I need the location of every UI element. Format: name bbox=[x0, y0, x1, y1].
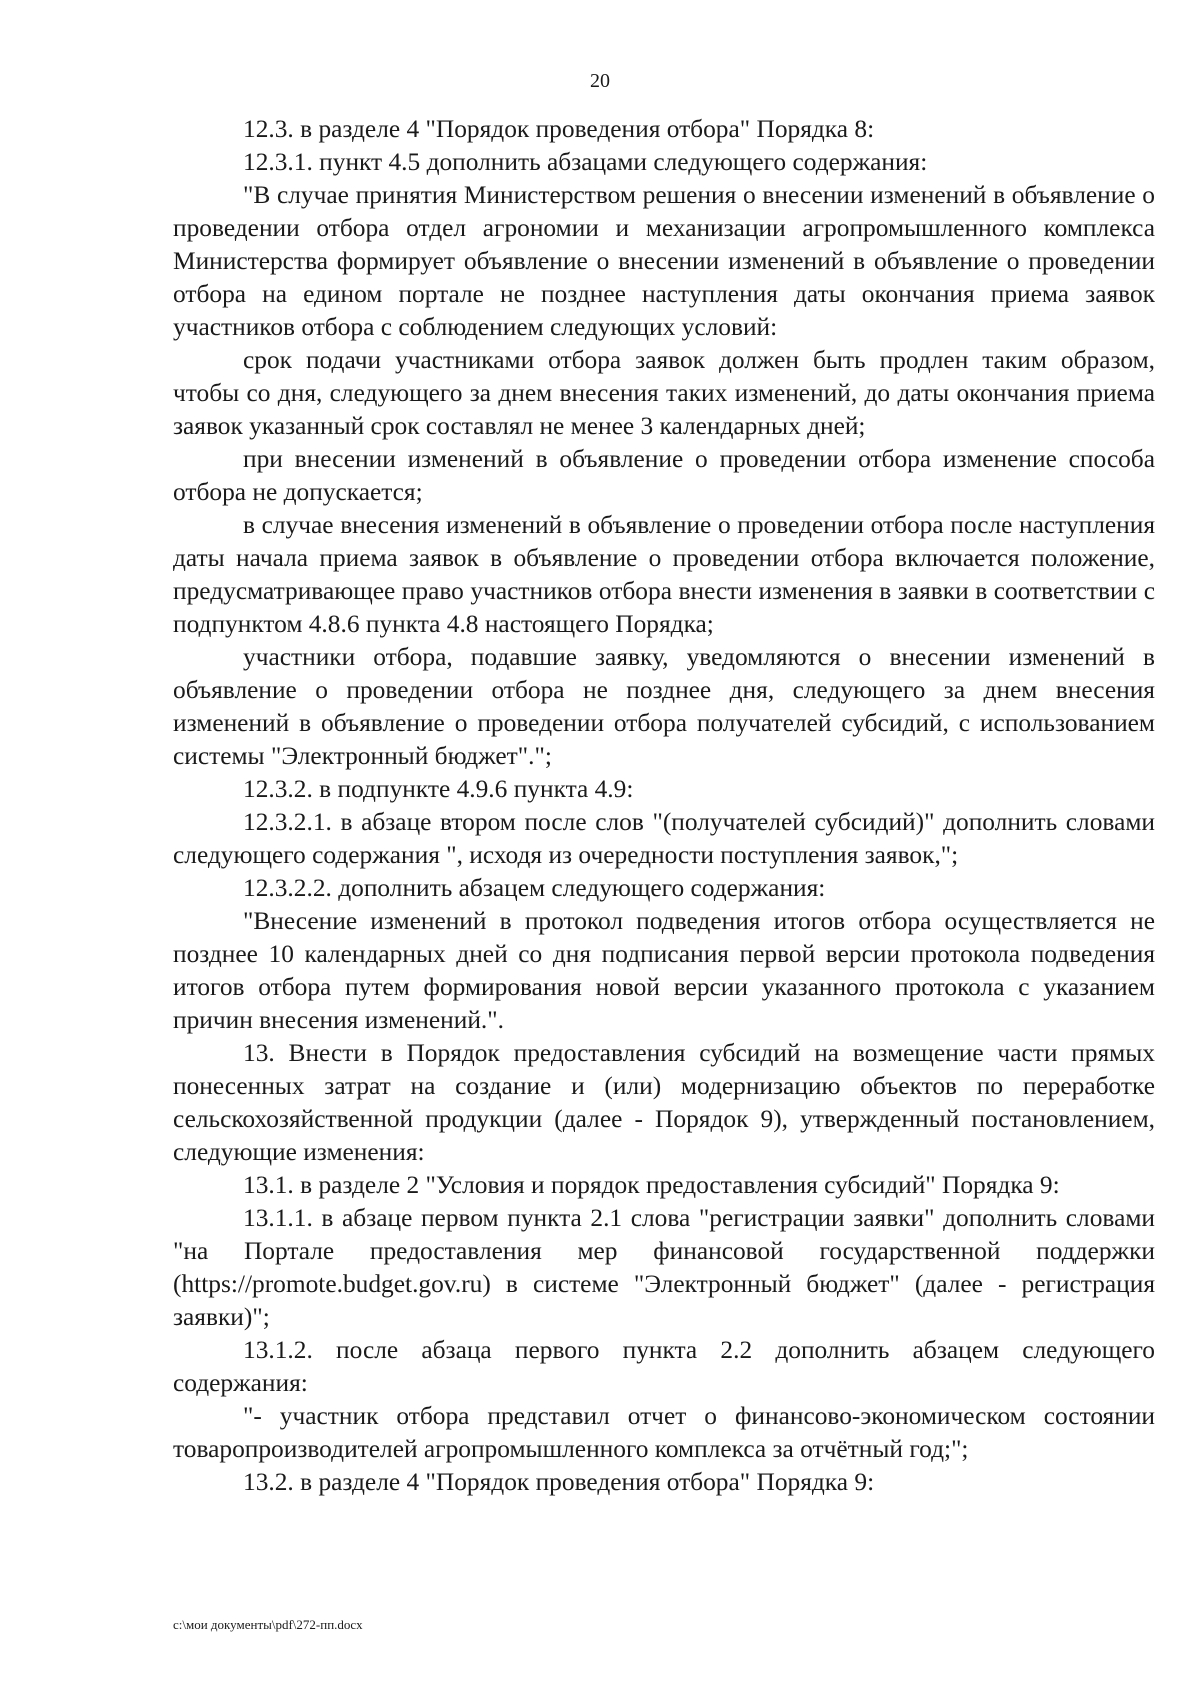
paragraph: при внесении изменений в объявление о проведении отбора изменение способа отбора не допускается; bbox=[173, 445, 1155, 506]
paragraph: 12.3.2.1. в абзаце втором после слов "(получателей субсидий)" дополнить словами следующего содержания ", исходя из очередности поступления заявок,"; bbox=[173, 808, 1155, 869]
paragraph: "- участник отбора представил отчет о финансово-экономическом состоянии товаропроизводителей агропромышленного комплекса за отчётный год;"; bbox=[173, 1402, 1155, 1463]
paragraph: 13.2. в разделе 4 "Порядок проведения отбора" Порядка 9: bbox=[243, 1468, 875, 1496]
paragraph: 13. Внести в Порядок предоставления субсидий на возмещение части прямых понесенных затрат на создание и (или) модернизацию объектов по переработке сельскохозяйственной продукции (далее - Порядок 9), утвержденный постановлением, следующие изменения: bbox=[173, 1039, 1155, 1166]
page-number: 20 bbox=[590, 70, 610, 92]
paragraph: 13.1.1. в абзаце первом пункта 2.1 слова "регистрации заявки" дополнить словами "на Портале предоставления мер финансовой государственной поддержки (https://promote.budget.gov.ru) в системе "Электронный бюджет" (далее - регистрация заявки)"; bbox=[173, 1204, 1155, 1331]
paragraph: срок подачи участниками отбора заявок должен быть продлен таким образом, чтобы со дня, следующего за днем внесения таких изменений, до даты окончания приема заявок указанный срок составлял не менее 3 календарных дней; bbox=[173, 346, 1155, 440]
paragraph: "В случае принятия Министерством решения о внесении изменений в объявление о проведении отбора отдел агрономии и механизации агропромышленного комплекса Министерства формирует объявление о внесении изменений в объявление о проведении отбора на едином портале не позднее наступления даты окончания приема заявок участников отбора с соблюдением следующих условий: bbox=[173, 181, 1155, 341]
paragraph: 13.1.2. после абзаца первого пункта 2.2 дополнить абзацем следующего содержания: bbox=[173, 1336, 1155, 1397]
paragraph: 12.3. в разделе 4 "Порядок проведения отбора" Порядка 8: bbox=[243, 115, 875, 143]
paragraph: 12.3.2. в подпункте 4.9.6 пункта 4.9: bbox=[243, 775, 634, 803]
paragraph: в случае внесения изменений в объявление о проведении отбора после наступления даты начала приема заявок в объявление о проведении отбора включается положение, предусматривающее право участников отбора внести изменения в заявки в соответствии с подпунктом 4.8.6 пункта 4.8 настоящего Порядка; bbox=[173, 511, 1155, 638]
document-body bbox=[173, 113, 1155, 1499]
footer-file-path: c:\мои документы\pdf\272-пп.docx bbox=[173, 1617, 363, 1632]
paragraph: 12.3.1. пункт 4.5 дополнить абзацами следующего содержания: bbox=[243, 148, 928, 176]
paragraph: "Внесение изменений в протокол подведения итогов отбора осуществляется не позднее 10 календарных дней со дня подписания первой версии протокола подведения итогов отбора путем формирования новой версии указанного протокола с указанием причин внесения изменений.". bbox=[173, 907, 1155, 1034]
paragraph: 12.3.2.2. дополнить абзацем следующего содержания: bbox=[243, 874, 826, 902]
paragraph: 13.1. в разделе 2 "Условия и порядок предоставления субсидий" Порядка 9: bbox=[243, 1171, 1060, 1199]
paragraph: участники отбора, подавшие заявку, уведомляются о внесении изменений в объявление о проведении отбора не позднее дня, следующего за днем внесения изменений в объявление о проведении отбора получателей субсидий, с использованием системы "Электронный бюджет"."; bbox=[173, 643, 1155, 770]
